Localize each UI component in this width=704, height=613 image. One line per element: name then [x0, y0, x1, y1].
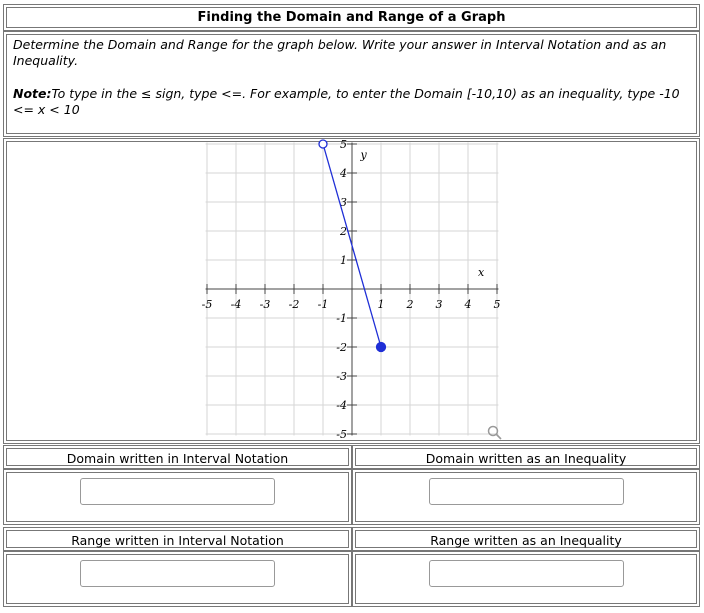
closed-endpoint	[377, 343, 386, 352]
axes	[206, 143, 499, 436]
open-endpoint	[319, 140, 327, 148]
x-tick-label: -1	[317, 298, 329, 311]
domain-interval-input-cell	[3, 469, 352, 525]
x-tick-label: 3	[435, 298, 443, 311]
magnifier-icon[interactable]	[489, 427, 502, 440]
range-inequality-input[interactable]	[429, 560, 624, 587]
note-label: Note:	[13, 86, 52, 101]
page-title: Finding the Domain and Range of a Graph	[197, 10, 506, 25]
domain-interval-input[interactable]	[80, 478, 275, 505]
tick-labels	[202, 139, 501, 441]
domain-inequality-input[interactable]	[429, 478, 624, 505]
range-interval-label-cell	[3, 527, 352, 551]
domain-inequality-label: Domain written as an Inequality	[425, 451, 627, 466]
note-prefix: To type in the	[51, 86, 138, 101]
y-tick-label: -5	[336, 428, 347, 441]
x-tick-label: 2	[406, 298, 414, 311]
instructions-text: Determine the Domain and Range for the graph below. Write your answer in Interval Notation and as an Inequality.	[13, 37, 667, 68]
range-interval-label: Range written in Interval Notation	[71, 533, 284, 548]
y-tick-label: 3	[340, 196, 347, 209]
domain-interval-label-cell	[3, 445, 352, 469]
y-tick-label: -2	[336, 341, 347, 354]
range-inequality-label-cell	[352, 527, 700, 551]
coordinate-graph	[4, 139, 701, 445]
x-axis-label: x	[477, 266, 485, 279]
instructions-panel	[3, 31, 700, 137]
range-interval-input-cell	[3, 551, 352, 607]
y-tick-label: -3	[336, 370, 347, 383]
domain-inequality-input-cell	[352, 469, 700, 525]
range-interval-input[interactable]	[80, 560, 275, 587]
y-tick-label: 2	[340, 225, 347, 238]
domain-inequality-label-cell	[352, 445, 700, 469]
range-inequality-label: Range written as an Inequality	[430, 533, 622, 548]
y-tick-label: -1	[336, 312, 347, 325]
x-tick-label: -2	[288, 298, 300, 311]
y-axis-label: y	[360, 148, 367, 162]
note-text	[13, 86, 693, 118]
x-tick-label: 4	[464, 298, 472, 311]
graph-panel	[3, 138, 700, 444]
domain-interval-label: Domain written in Interval Notation	[66, 451, 289, 466]
y-tick-label: -4	[336, 399, 347, 412]
x-tick-label: 1	[377, 298, 385, 311]
range-inequality-input-cell	[352, 551, 700, 607]
x-tick-label: -3	[259, 298, 271, 311]
x-tick-label: 5	[493, 298, 501, 311]
y-tick-label: 4	[340, 167, 347, 180]
note-suffix: sign, type <=. For example, to enter the Domain [-10,10) as an inequality, type -10 <= x < 10	[13, 86, 680, 117]
y-tick-label: 5	[340, 139, 347, 151]
x-tick-label: -5	[201, 298, 213, 311]
x-tick-label: -4	[230, 298, 242, 311]
title-panel	[3, 4, 700, 31]
le-symbol: ≤	[141, 86, 152, 101]
y-tick-label: 1	[340, 254, 347, 267]
